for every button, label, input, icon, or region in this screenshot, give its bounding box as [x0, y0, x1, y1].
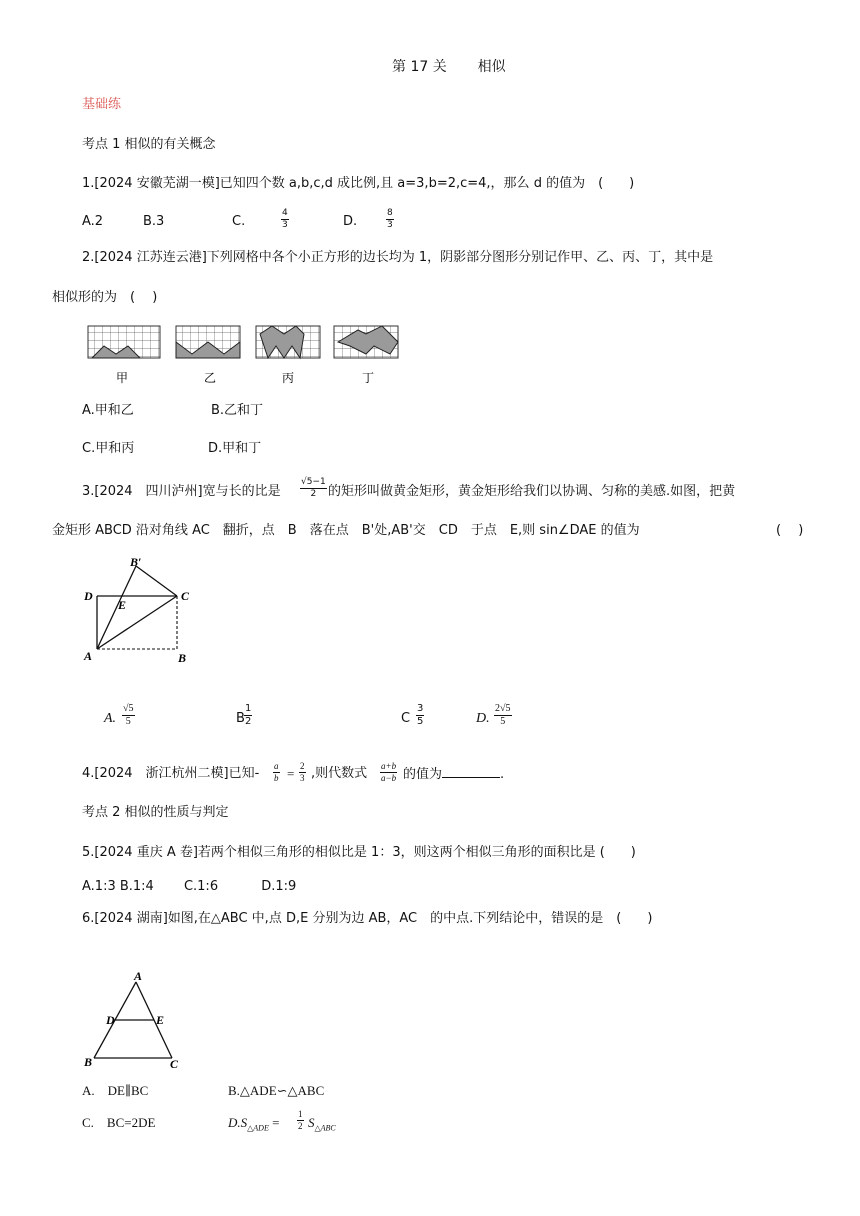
q1-option-c: C.	[232, 214, 246, 229]
question-3-line-2: 金矩形 ABCD 沿对角线 AC 翻折，点 B 落在点 B'处,AB'交 CD 于点 E,则 sin∠DAE 的值为	[52, 523, 640, 538]
q3-option-a-label: A.	[104, 711, 117, 726]
question-6-stem: 6.[2024 湖南]如图,在△ABC 中,点 D,E 分别为边 AB，AC 的中点.下列结论中，错误的是 ( )	[82, 911, 653, 926]
q1-option-d-fraction: $\frac{8}{3}$	[387, 208, 393, 230]
grid-jia	[88, 326, 160, 358]
q6-label-e: E	[156, 1013, 165, 1027]
question-4-text-pre: 4.[2024 浙江杭州二模]已知-	[82, 766, 260, 781]
q3-option-a-fraction: $\frac{√5}{5}$	[123, 703, 134, 727]
q6-option-d: $D.S_{\triangle ADE}$ =	[228, 1115, 280, 1133]
question-3-text-post: 的矩形叫做黄金矩形，黄金矩形给我们以协调、匀称的美感.如图，把黄	[328, 484, 736, 499]
q2-option-b: B.乙和丁	[211, 403, 264, 418]
topic-heading-2: 考点 2 相似的性质与判定	[82, 805, 229, 820]
q3-option-c-label: C	[401, 711, 411, 726]
q3-golden-ratio-fraction: $\frac{√5-1}{2}$	[301, 477, 326, 499]
q4-text-mid: ,则代数式	[311, 766, 368, 781]
grid-label-yi: 乙	[204, 371, 217, 385]
q3-label-b: B	[178, 651, 187, 665]
q6-label-b: B	[84, 1055, 93, 1069]
grid-ding	[334, 326, 398, 358]
q3-option-b-label: B	[236, 711, 245, 726]
section-heading: 基础练	[82, 97, 122, 112]
q6-label-a: A	[134, 969, 143, 983]
q6-option-a: A. DE∥BC	[82, 1083, 149, 1098]
q3-label-e: E	[118, 598, 127, 612]
q1-option-d: D.	[343, 214, 358, 229]
grid-label-ding: 丁	[362, 371, 375, 385]
grid-label-bing: 丙	[282, 371, 295, 385]
question-5-stem: 5.[2024 重庆 A 卷]若两个相似三角形的相似比是 1：3，则这两个相似三角形的面积比是 ( )	[82, 845, 636, 860]
q6-label-d: D	[106, 1013, 115, 1027]
q3-figure	[80, 554, 200, 670]
grid-label-jia: 甲	[116, 371, 129, 385]
q1-option-a: A.2	[82, 214, 104, 229]
q3-label-c: C	[181, 589, 190, 603]
question-1-stem: 1.[2024 安徽芜湖一模]已知四个数 a,b,c,d 成比例,且 a=3,b=2,c=4,，那么 d 的值为 ( )	[82, 176, 635, 191]
grid-yi	[176, 326, 240, 358]
q6-option-d-rhs: $S_{\triangle ABC}$	[308, 1115, 336, 1133]
q3-option-c-fraction: $\frac{3}{5}$	[417, 703, 424, 727]
title-prefix: 第 17 关	[392, 59, 447, 75]
question-3-bracket: ( )	[776, 523, 804, 538]
q2-option-c: C.甲和丙	[82, 441, 135, 456]
question-2-line-1: 2.[2024 江苏连云港]下列网格中各个小正方形的边长均为 1，阴影部分图形分别记作甲、乙、丙、丁，其中是	[82, 250, 714, 265]
q4-answer-blank[interactable]	[442, 767, 500, 778]
title-name: 相似	[477, 59, 506, 75]
q5-options: A.1:3 B.1:4 C.1:6 D.1:9	[82, 879, 297, 894]
q3-option-b-fraction: $\frac{1}{2}$	[245, 703, 252, 727]
q3-option-d-label: D.	[476, 711, 490, 726]
question-2-line-2: 相似形的为 ( )	[52, 290, 158, 305]
q3-option-d-fraction: $\frac{2√5}{5}$	[495, 703, 511, 727]
q6-option-b: B.△ADE∽△ABC	[228, 1083, 325, 1098]
q6-triangle-figure	[80, 966, 190, 1072]
q2-option-a: A.甲和乙	[82, 403, 134, 418]
q6-option-c: C. BC=2DE	[82, 1115, 156, 1130]
page-title	[392, 60, 506, 74]
q4-fraction-a-over-b: $\frac{a}{b}$	[274, 761, 279, 783]
q2-grid-figures	[86, 324, 406, 390]
q6-label-c: C	[170, 1057, 179, 1071]
topic-heading-1: 考点 1 相似的有关概念	[82, 137, 216, 152]
q4-text-post: 的值为 .	[403, 767, 505, 782]
question-3-text-pre: 3.[2024 四川泸州]宽与长的比是	[82, 484, 281, 499]
q2-option-d: D.甲和丁	[208, 441, 262, 456]
q4-equals: =	[287, 766, 295, 781]
q3-label-b-prime: B′	[130, 555, 142, 569]
q6-option-d-fraction: $\frac{1}{2}$	[298, 1109, 303, 1131]
q3-label-a: A	[84, 649, 93, 663]
q3-label-d: D	[84, 589, 93, 603]
q1-option-b: B.3	[143, 214, 165, 229]
grid-bing	[256, 326, 320, 358]
q4-fraction-two-thirds: $\frac{2}{3}$	[300, 761, 305, 783]
q1-option-c-fraction: $\frac{4}{3}$	[282, 208, 288, 230]
q4-fraction-expression: $\frac{a+b}{a-b}$	[381, 761, 397, 783]
